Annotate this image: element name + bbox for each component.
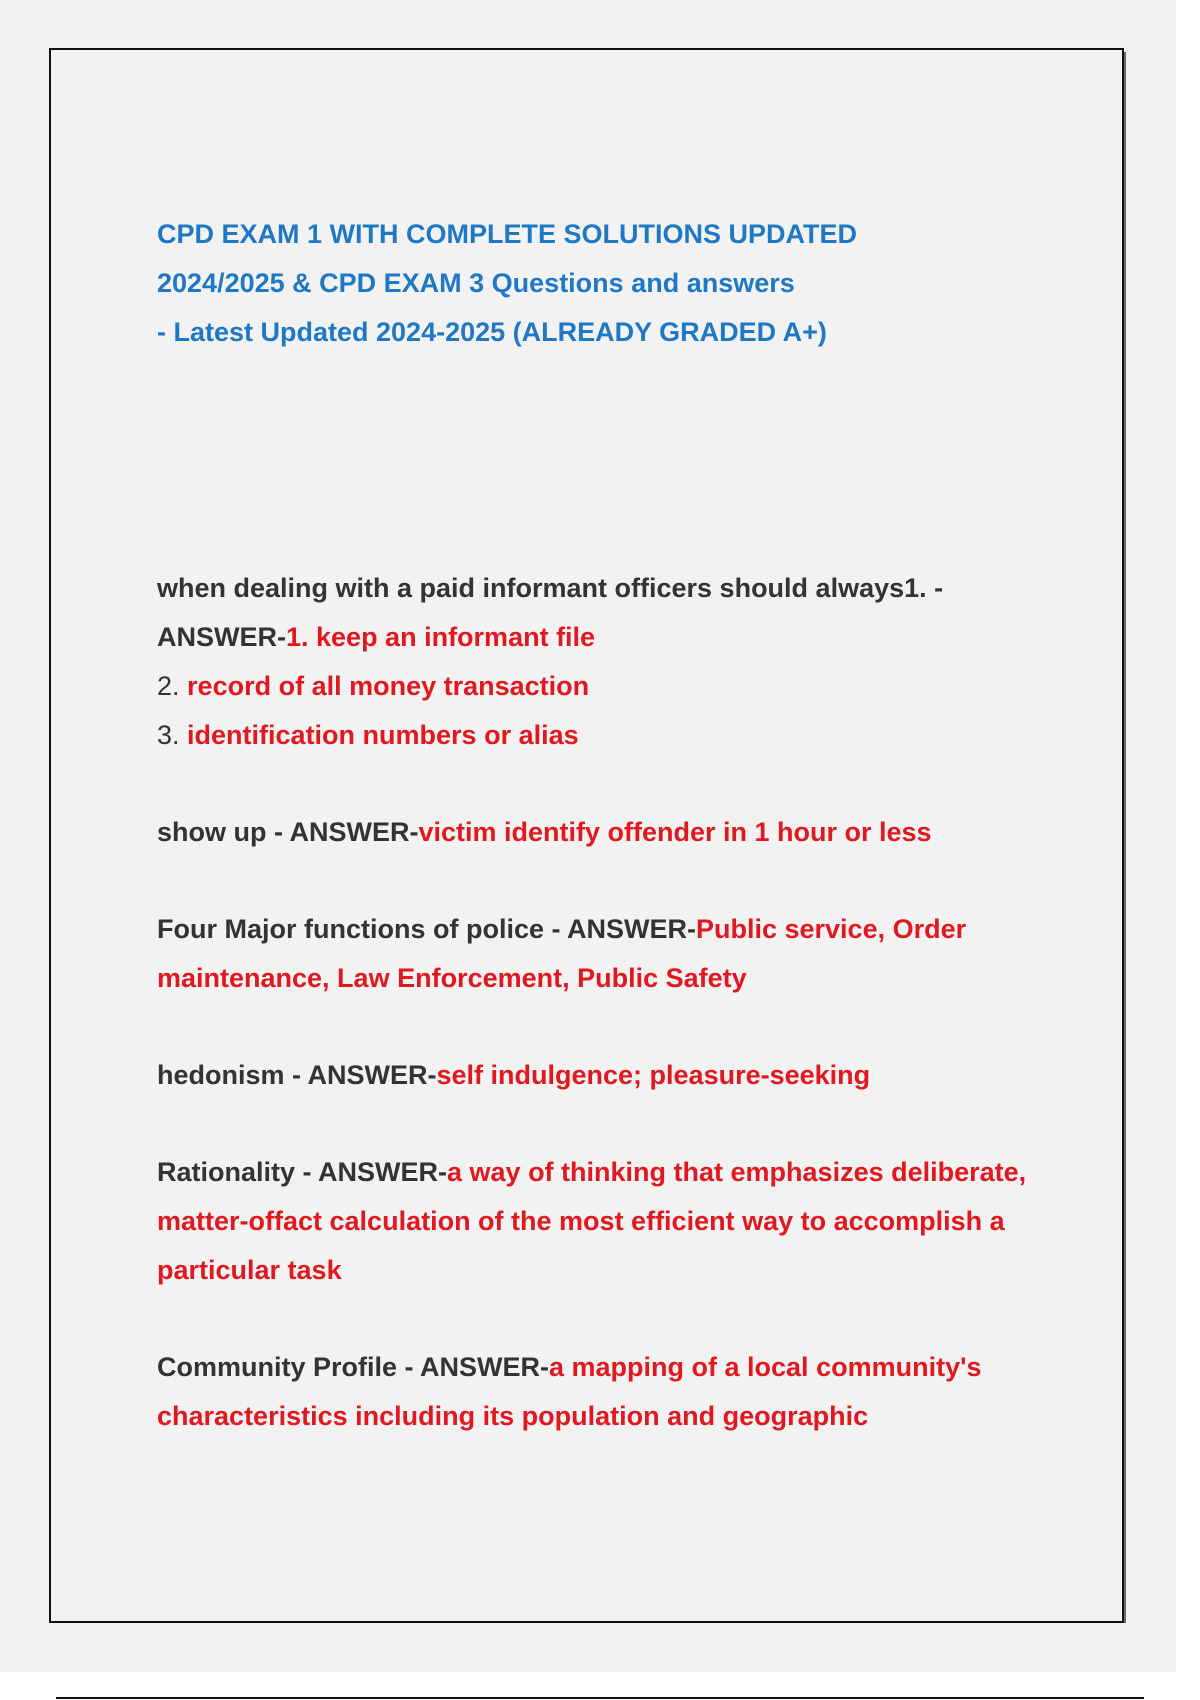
question-text: Rationality - — [157, 1157, 319, 1187]
qa-item — [157, 808, 1037, 857]
answer-label: ANSWER- — [420, 1352, 550, 1382]
answer-text: victim identify offender in 1 hour or less — [418, 817, 932, 847]
answer-text: a way of thinking that emphasizes deliberate, matter-offact calculation of the most efficient way to accomplish a particular task — [157, 1157, 1027, 1285]
document-title — [157, 210, 1037, 357]
answer-text: record of all money transaction — [187, 671, 590, 701]
qa-list — [157, 564, 1037, 1441]
answer-text: a mapping of a local community's characteristics including its population and geographic — [157, 1352, 982, 1431]
answer-label: ANSWER- — [307, 1060, 437, 1090]
qa-item — [157, 1051, 1037, 1100]
title-line-2: 2024/2025 & CPD EXAM 3 Questions and answers — [157, 268, 795, 298]
answer-text: Public service, Order maintenance, Law Enforcement, Public Safety — [157, 914, 967, 993]
page-divider — [56, 1697, 1144, 1699]
answer-label: ANSWER- — [289, 817, 419, 847]
answer-list-item — [157, 662, 1037, 711]
answer-label: ANSWER- — [157, 622, 286, 652]
title-line-1: CPD EXAM 1 WITH COMPLETE SOLUTIONS UPDATED — [157, 219, 858, 249]
title-line-3: - Latest Updated 2024-2025 (ALREADY GRADED A+) — [157, 317, 827, 347]
qa-item — [157, 905, 1037, 1003]
list-number: 2. — [157, 671, 180, 701]
answer-text: self indulgence; pleasure-seeking — [436, 1060, 871, 1090]
list-number: 3. — [157, 720, 180, 750]
question-text: show up - — [157, 817, 290, 847]
qa-item — [157, 564, 1037, 760]
question-text: Four Major functions of police - — [157, 914, 567, 944]
answer-label: ANSWER- — [566, 914, 696, 944]
document-content — [157, 210, 1037, 1489]
answer-text: 1. keep an informant file — [286, 622, 596, 652]
question-text: Community Profile - — [157, 1352, 421, 1382]
answer-text: identification numbers or alias — [187, 720, 579, 750]
qa-item — [157, 1343, 1037, 1441]
answer-list-item — [157, 711, 1037, 760]
question-text: hedonism - — [157, 1060, 308, 1090]
qa-item — [157, 1148, 1037, 1295]
question-text: when dealing with a paid informant officers should always1. - — [157, 573, 944, 603]
answer-label: ANSWER- — [318, 1157, 448, 1187]
